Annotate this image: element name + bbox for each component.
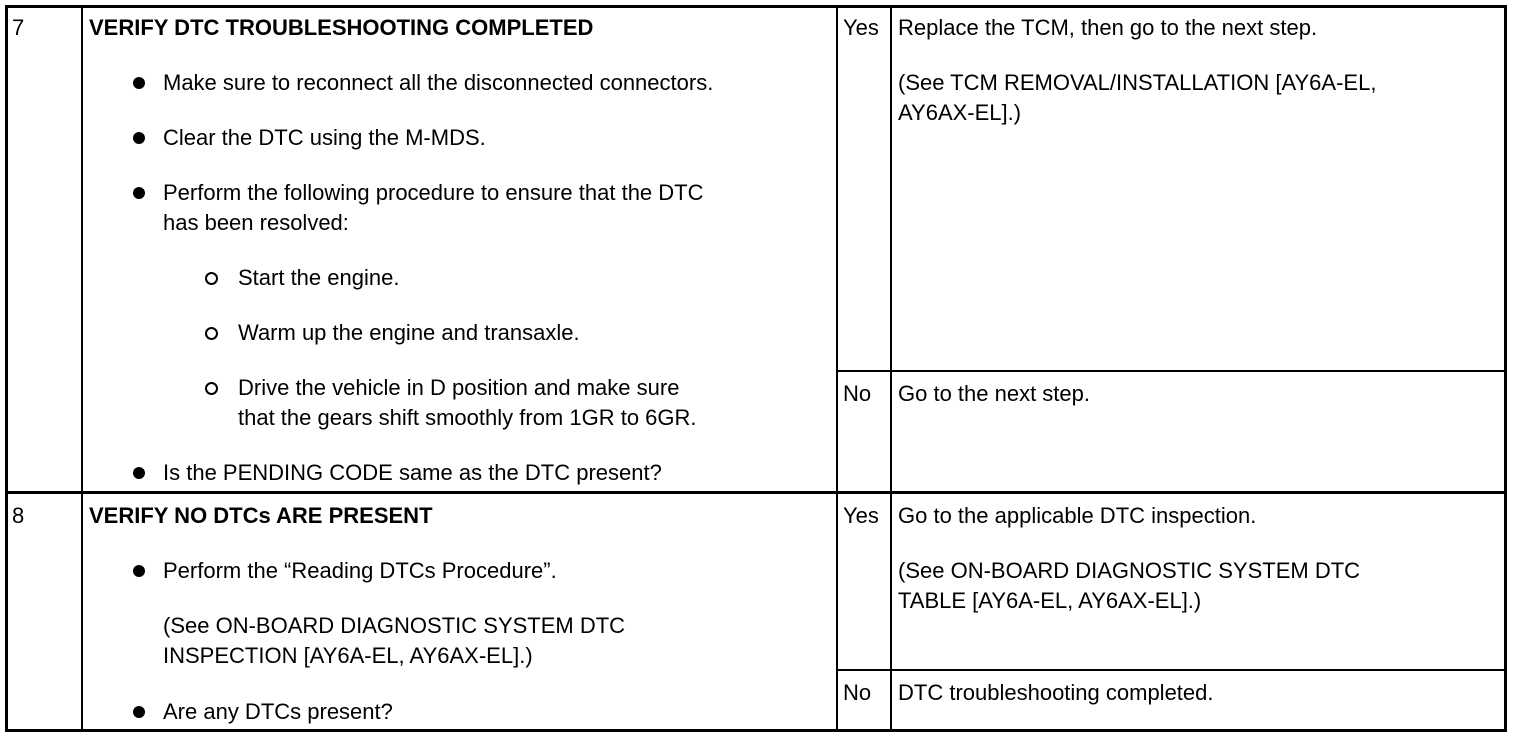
bullet-icon [133,132,145,144]
yes-label: Yes [843,15,879,40]
step-number: 7 [12,15,25,40]
bullet-icon [133,467,145,479]
bullet-icon [133,706,145,718]
yes-action: Replace the TCM, then go to the next step. [898,15,1318,40]
step-subitem-continued: that the gears shift smoothly from 1GR to 6GR. [238,405,697,430]
step-item: Are any DTCs present? [163,699,393,724]
no-action: Go to the next step. [898,381,1091,406]
step-item: Make sure to reconnect all the disconnected connectors. [163,70,714,95]
step-item-continued: has been resolved: [163,210,349,235]
sub-bullet-icon [205,327,218,340]
bullet-icon [133,187,145,199]
no-label: No [843,381,872,406]
step-item: Perform the following procedure to ensure that the DTC [163,180,704,205]
row-divider [5,491,1507,494]
yes-action-reference: (See ON-BOARD DIAGNOSTIC SYSTEM DTC [898,558,1361,583]
sub-bullet-icon [205,272,218,285]
step-title: VERIFY NO DTCs ARE PRESENT [89,503,433,528]
column-divider [81,5,83,732]
yes-action-reference: (See TCM REMOVAL/INSTALLATION [AY6A-EL, [898,70,1377,95]
step-subitem: Start the engine. [238,265,400,290]
row-divider [836,370,1507,372]
step-title: VERIFY DTC TROUBLESHOOTING COMPLETED [89,15,594,40]
step-item: Is the PENDING CODE same as the DTC present? [163,460,662,485]
column-divider [836,5,838,732]
bullet-icon [133,77,145,89]
yes-action-reference: TABLE [AY6A-EL, AY6AX-EL].) [898,588,1202,613]
yes-label: Yes [843,503,879,528]
bullet-icon [133,565,145,577]
no-label: No [843,680,872,705]
yes-action: Go to the applicable DTC inspection. [898,503,1257,528]
step-subitem: Drive the vehicle in D position and make sure [238,375,680,400]
no-action: DTC troubleshooting completed. [898,680,1214,705]
step-item-reference: (See ON-BOARD DIAGNOSTIC SYSTEM DTC [163,613,626,638]
step-item-reference: INSPECTION [AY6A-EL, AY6AX-EL].) [163,643,533,668]
step-item: Perform the “Reading DTCs Procedure”. [163,558,557,583]
row-divider [836,669,1507,671]
step-subitem: Warm up the engine and transaxle. [238,320,580,345]
sub-bullet-icon [205,382,218,395]
step-number: 8 [12,503,25,528]
step-item: Clear the DTC using the M-MDS. [163,125,486,150]
column-divider [890,5,892,732]
yes-action-reference: AY6AX-EL].) [898,100,1022,125]
